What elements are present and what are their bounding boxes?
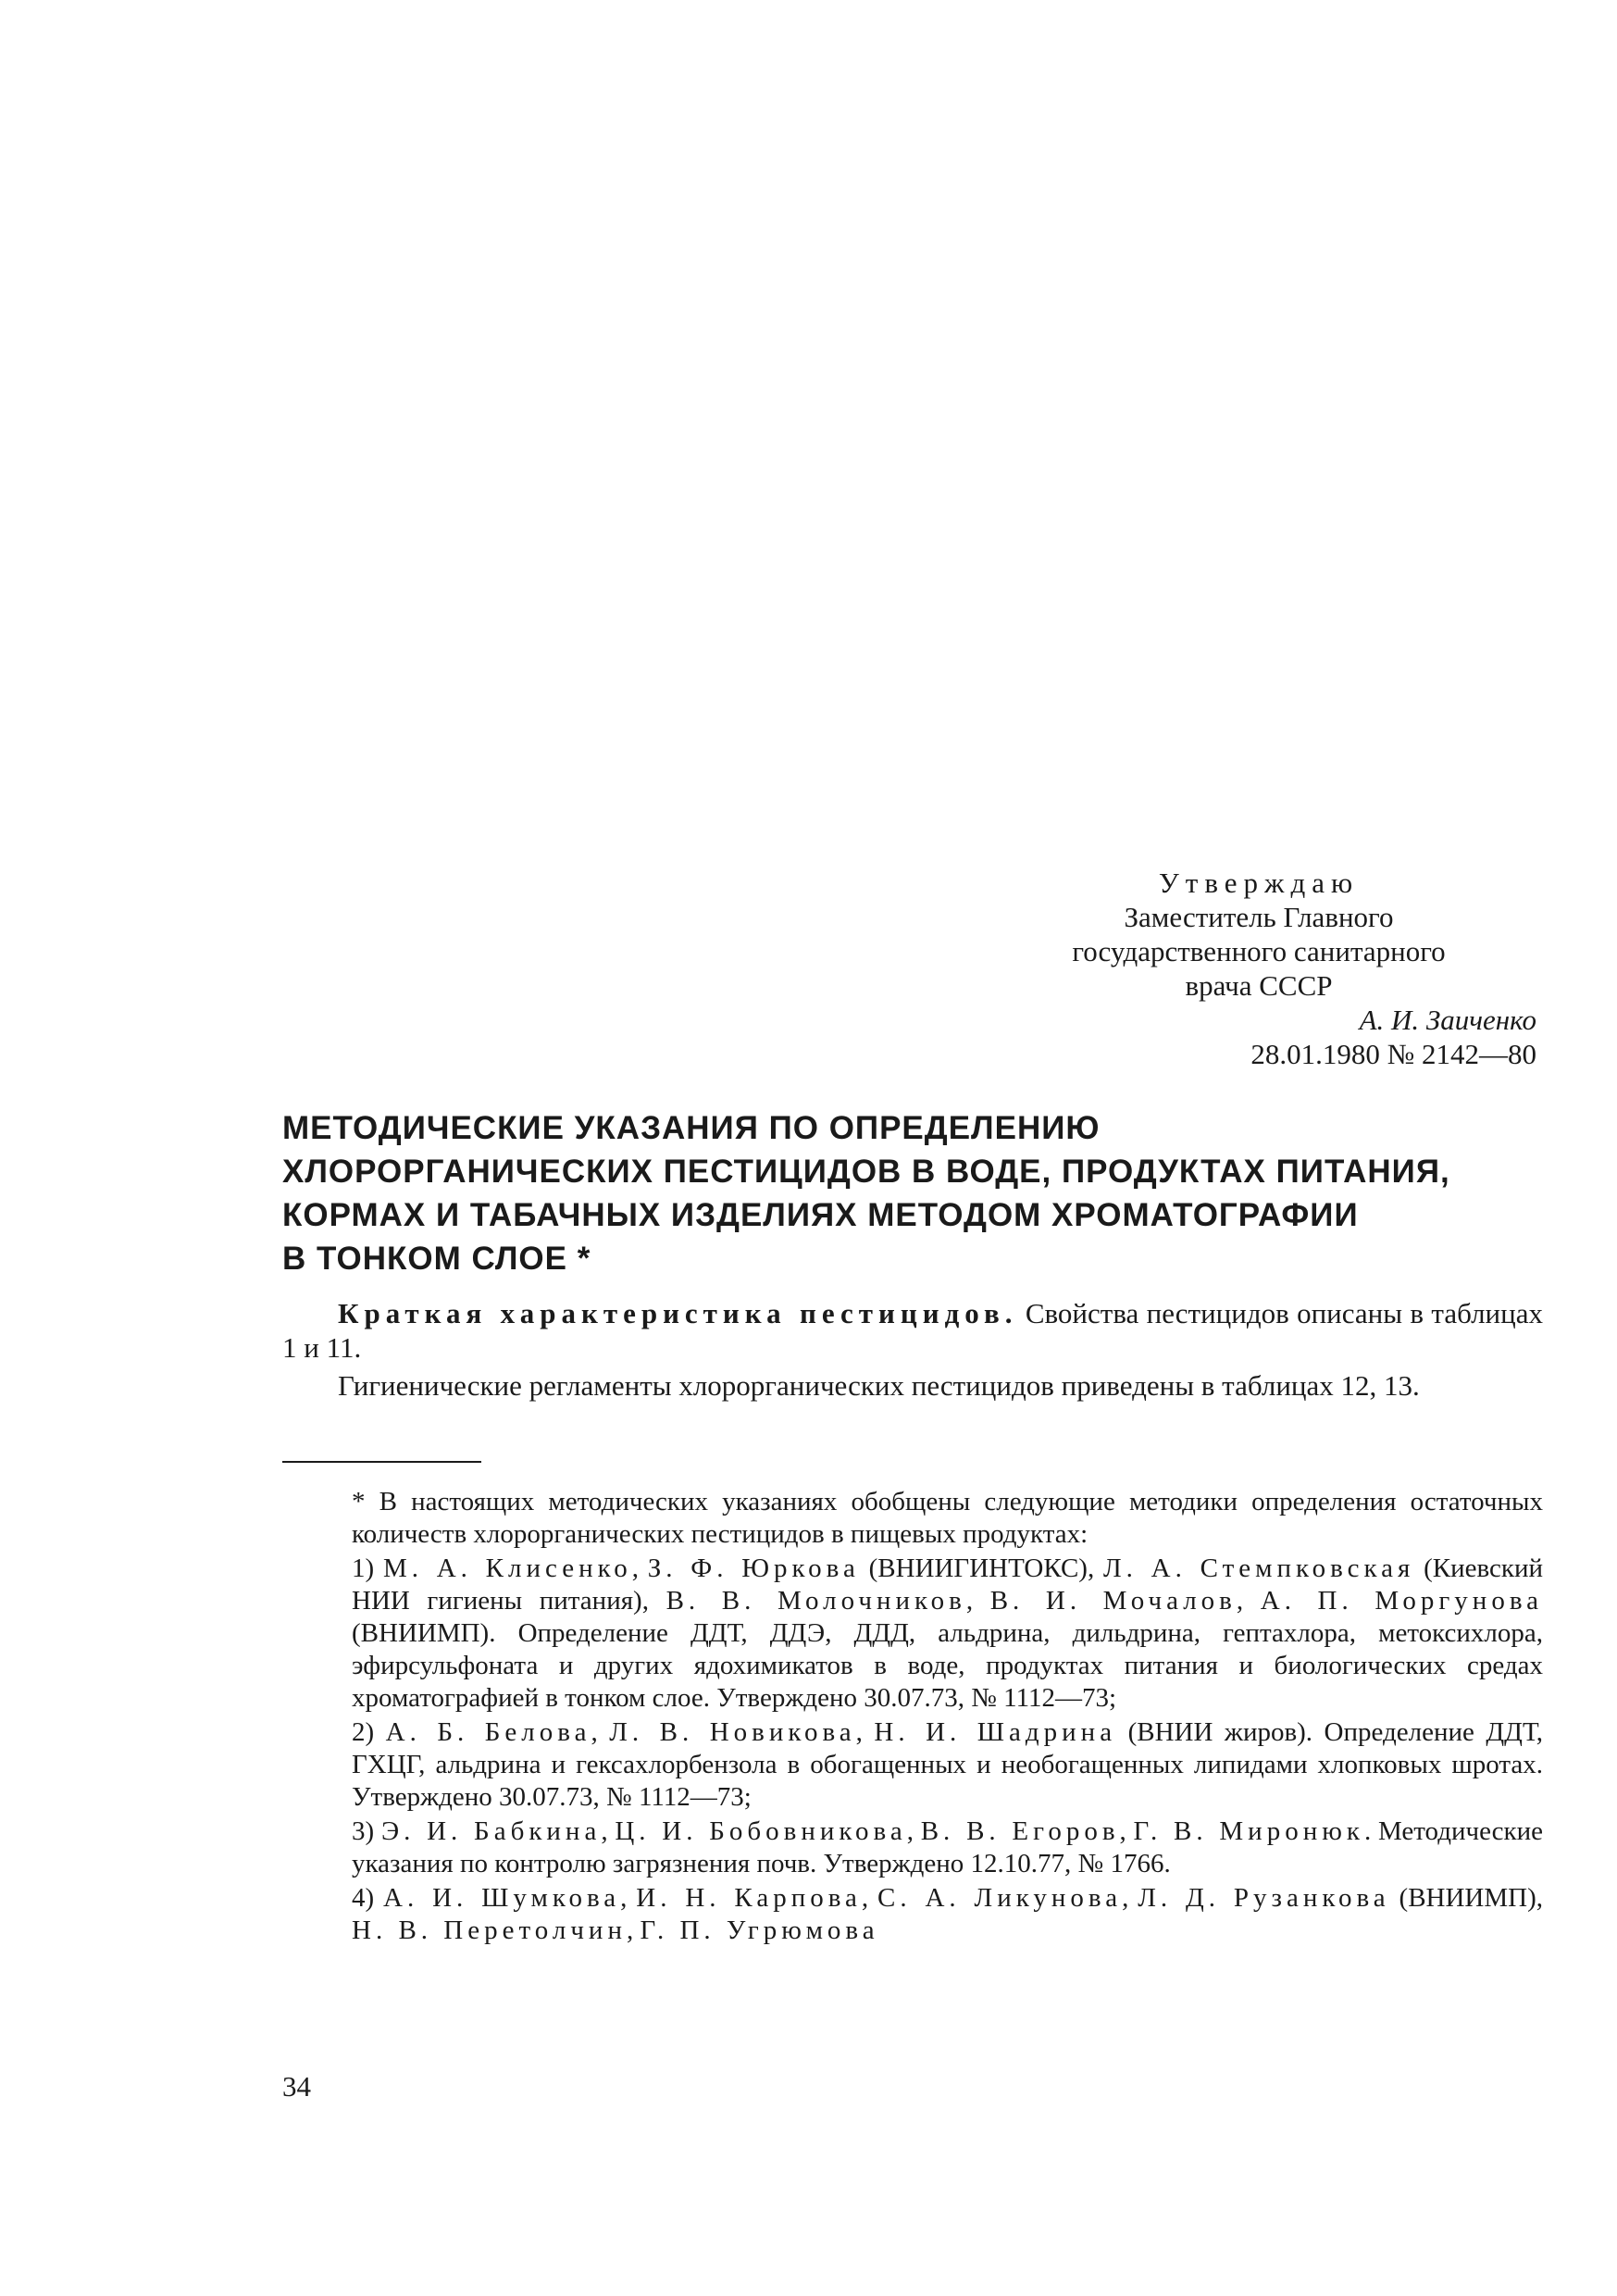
author-name: А. П. Моргунова [1260, 1586, 1544, 1616]
body-paragraph-1-text: Свойства пестицидов описаны в таблицах 1 и 11. [282, 1297, 1543, 1364]
separator: , [906, 1816, 914, 1846]
author-name: А. И. Шумкова [383, 1883, 621, 1913]
footnote-item-text: . Методические указания по контролю загрязнения почв. Утверждено 12.10.77, № 1766. [352, 1816, 1544, 1878]
affiliation: (ВНИИГИНТОКС), [868, 1554, 1095, 1583]
author-name: Л. В. Новикова [609, 1717, 856, 1747]
approval-heading: Утверждаю [1158, 867, 1360, 899]
approval-signatory: А. И. Заиченко [1359, 1004, 1536, 1036]
separator: , [631, 1554, 639, 1583]
separator: , [861, 1883, 869, 1913]
approval-date-number: 28.01.1980 № 2142—80 [1250, 1038, 1536, 1070]
author-name: Л. А. Стемпковская [1103, 1554, 1415, 1583]
title-line3: КОРМАХ И ТАБАЧНЫХ ИЗДЕЛИЯХ МЕТОДОМ ХРОМАТОГРАФИИ [282, 1197, 1359, 1233]
footnote-item-1 [352, 1553, 1543, 1715]
page-number: 34 [282, 2070, 311, 2103]
body-text [282, 1296, 1543, 1403]
footnote-item-4 [352, 1882, 1543, 1947]
author-name: Н. В. Перетолчин [352, 1915, 627, 1945]
footnote-item-number: 2) [352, 1717, 375, 1747]
footnote [352, 1486, 1543, 1947]
author-name: В. В. Егоров [920, 1816, 1120, 1846]
separator: , [626, 1915, 634, 1945]
footnote-item-3 [352, 1816, 1543, 1880]
affiliation: (ВНИИМП), [1399, 1883, 1543, 1913]
title-line4: В ТОНКОМ СЛОЕ * [282, 1241, 591, 1277]
footnote-item-2 [352, 1716, 1543, 1814]
body-paragraph-2: Гигиенические регламенты хлорорганических пестицидов приведены в таблицах 12, 13. [338, 1369, 1420, 1402]
author-name: З. Ф. Юркова [647, 1554, 860, 1583]
author-name: М. А. Клисенко [382, 1554, 632, 1583]
footnote-divider [282, 1461, 481, 1463]
author-name: Л. Д. Рузанкова [1138, 1883, 1390, 1913]
separator: , [855, 1717, 863, 1747]
approval-position-line2: государственного санитарного [1072, 935, 1446, 967]
author-name: И. Н. Карпова [636, 1883, 862, 1913]
author-name: В. И. Мочалов [989, 1586, 1237, 1616]
separator: , [1122, 1883, 1129, 1913]
footnote-item-text: (ВНИИ жиров). Определение ДДТ, ГХЦГ, альдрина и гексахлорбензола в обогащенных и необогащенных липидами хлопковых шротах. Утверждено 30.07.73, № 1112—73; [352, 1717, 1544, 1812]
footnote-item-number: 1) [352, 1554, 375, 1583]
approval-position-line3: врача СССР [1185, 969, 1333, 1002]
approval-position-line1: Заместитель Главного [1124, 901, 1394, 933]
approval-block [981, 866, 1536, 1071]
footnote-item-number: 4) [352, 1883, 375, 1913]
footnote-intro: * В настоящих методических указаниях обобщены следующие методики определения остаточных количеств хлорорганических пестицидов в пищевых продуктах: [352, 1487, 1543, 1549]
document-title [282, 1106, 1550, 1280]
title-line2: ХЛОРОРГАНИЧЕСКИХ ПЕСТИЦИДОВ В ВОДЕ, ПРОДУКТАХ ПИТАНИЯ, [282, 1154, 1450, 1190]
author-name: Г. В. Миронюк [1133, 1816, 1364, 1846]
separator: , [591, 1717, 598, 1747]
body-paragraph-1 [282, 1296, 1543, 1365]
separator: , [1119, 1816, 1126, 1846]
author-name: А. Б. Белова [385, 1717, 591, 1747]
footnote-item-text: (ВНИИМП). Определение ДДТ, ДДЭ, ДДД, альдрина, дильдрина, гептахлора, метоксихлора, эфирсульфоната и других ядохимикатов в воде, продуктах питания и биологических средах хроматографией в тонком слое. Утверждено 30.07.73, № 1112—73; [352, 1618, 1543, 1713]
author-name: Ц. И. Бобовникова [615, 1816, 907, 1846]
title-line1: МЕТОДИЧЕСКИЕ УКАЗАНИЯ ПО ОПРЕДЕЛЕНИЮ [282, 1110, 1101, 1146]
separator: , [620, 1883, 628, 1913]
author-name: Н. И. Шадрина [874, 1717, 1117, 1747]
footnote-item-number: 3) [352, 1816, 375, 1846]
author-name: С. А. Ликунова [877, 1883, 1123, 1913]
separator: , [965, 1586, 974, 1616]
separator: , [601, 1816, 608, 1846]
separator: , [1236, 1586, 1244, 1616]
author-name: Э. И. Бабкина [380, 1816, 602, 1846]
author-name: В. В. Молочников [665, 1586, 966, 1616]
affiliation: (Киевский НИИ гигиены питания), [352, 1554, 1544, 1616]
section-lead: Краткая характеристика пестицидов. [338, 1297, 1018, 1329]
author-name: Г. П. Угрюмова [640, 1915, 879, 1945]
